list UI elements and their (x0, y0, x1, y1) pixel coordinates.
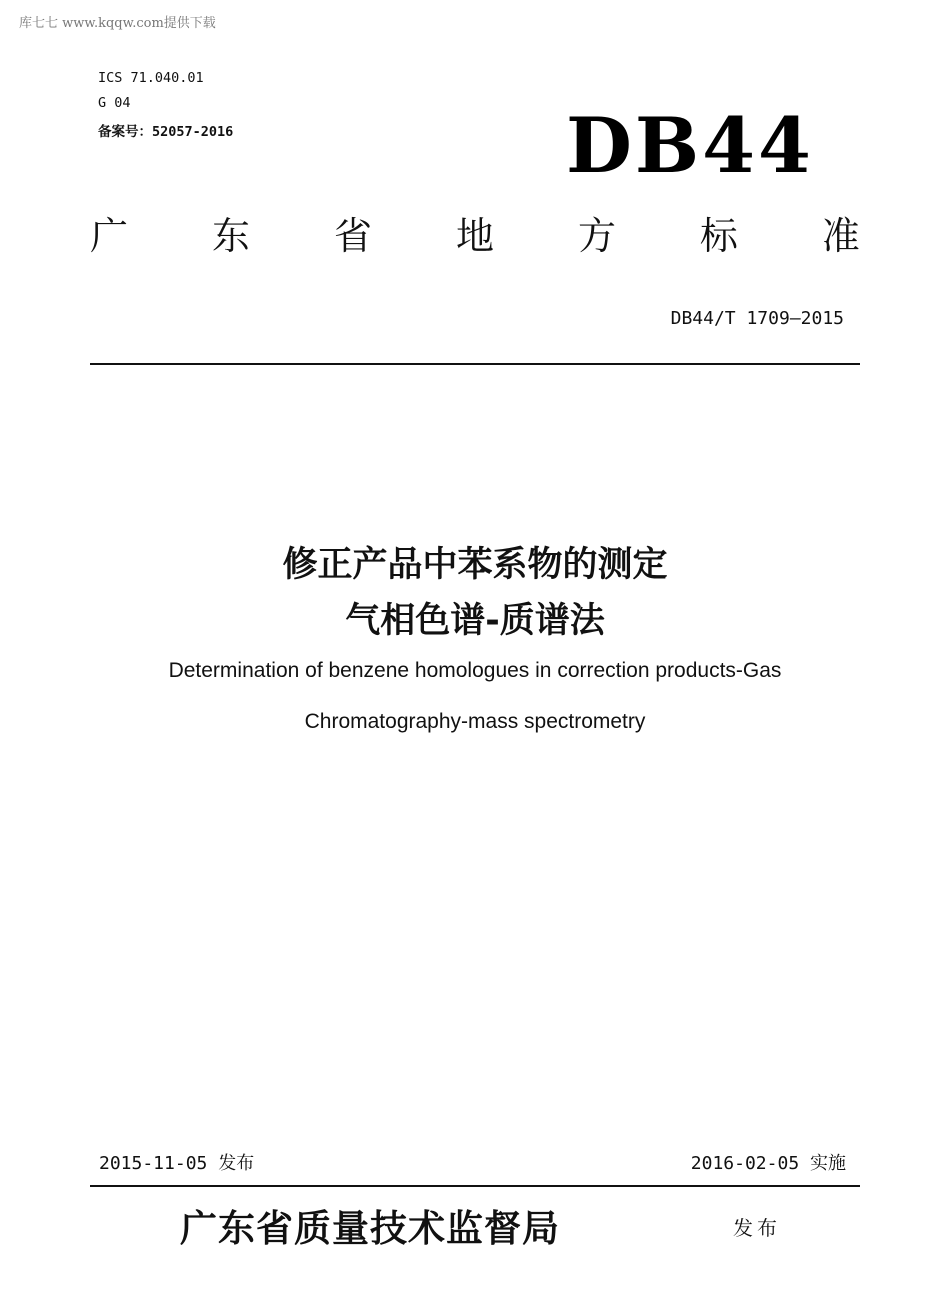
standard-type-char: 方 (577, 214, 616, 258)
filing-number: 备案号：52057-2016 (98, 124, 234, 140)
standard-type-char: 广 (90, 214, 129, 258)
title-cn-line2: 气相色谱-质谱法 (345, 601, 605, 641)
watermark-text: 库七七 www.kqqw.com提供下载 (19, 16, 216, 31)
implementation-date: 2016-02-05 实施 (690, 1153, 846, 1174)
classification-code: G 04 (98, 95, 131, 111)
standard-type-char: 准 (821, 214, 860, 258)
title-en-line2: Chromatography-mass spectrometry (304, 710, 646, 733)
db44-logo: DB44 (566, 101, 814, 190)
title-en-line1: Determination of benzene homologues in correction products-Gas (168, 659, 782, 682)
standard-number: DB44/T 1709—2015 (670, 308, 844, 329)
ics-code: ICS 71.040.01 (98, 70, 204, 86)
bottom-divider (90, 1185, 860, 1187)
standard-type-char: 地 (455, 214, 494, 258)
standard-type-char: 标 (699, 214, 738, 258)
issuer-suffix: 发布 (733, 1216, 781, 1240)
top-divider (90, 363, 860, 365)
standard-type-heading (90, 216, 860, 258)
standard-type-char: 东 (211, 214, 250, 258)
release-date: 2015-11-05 发布 (99, 1153, 255, 1174)
title-cn-line1: 修正产品中苯系物的测定 (282, 545, 668, 585)
issuer-name: 广东省质量技术监督局 (180, 1206, 560, 1250)
standard-type-char: 省 (333, 214, 372, 258)
